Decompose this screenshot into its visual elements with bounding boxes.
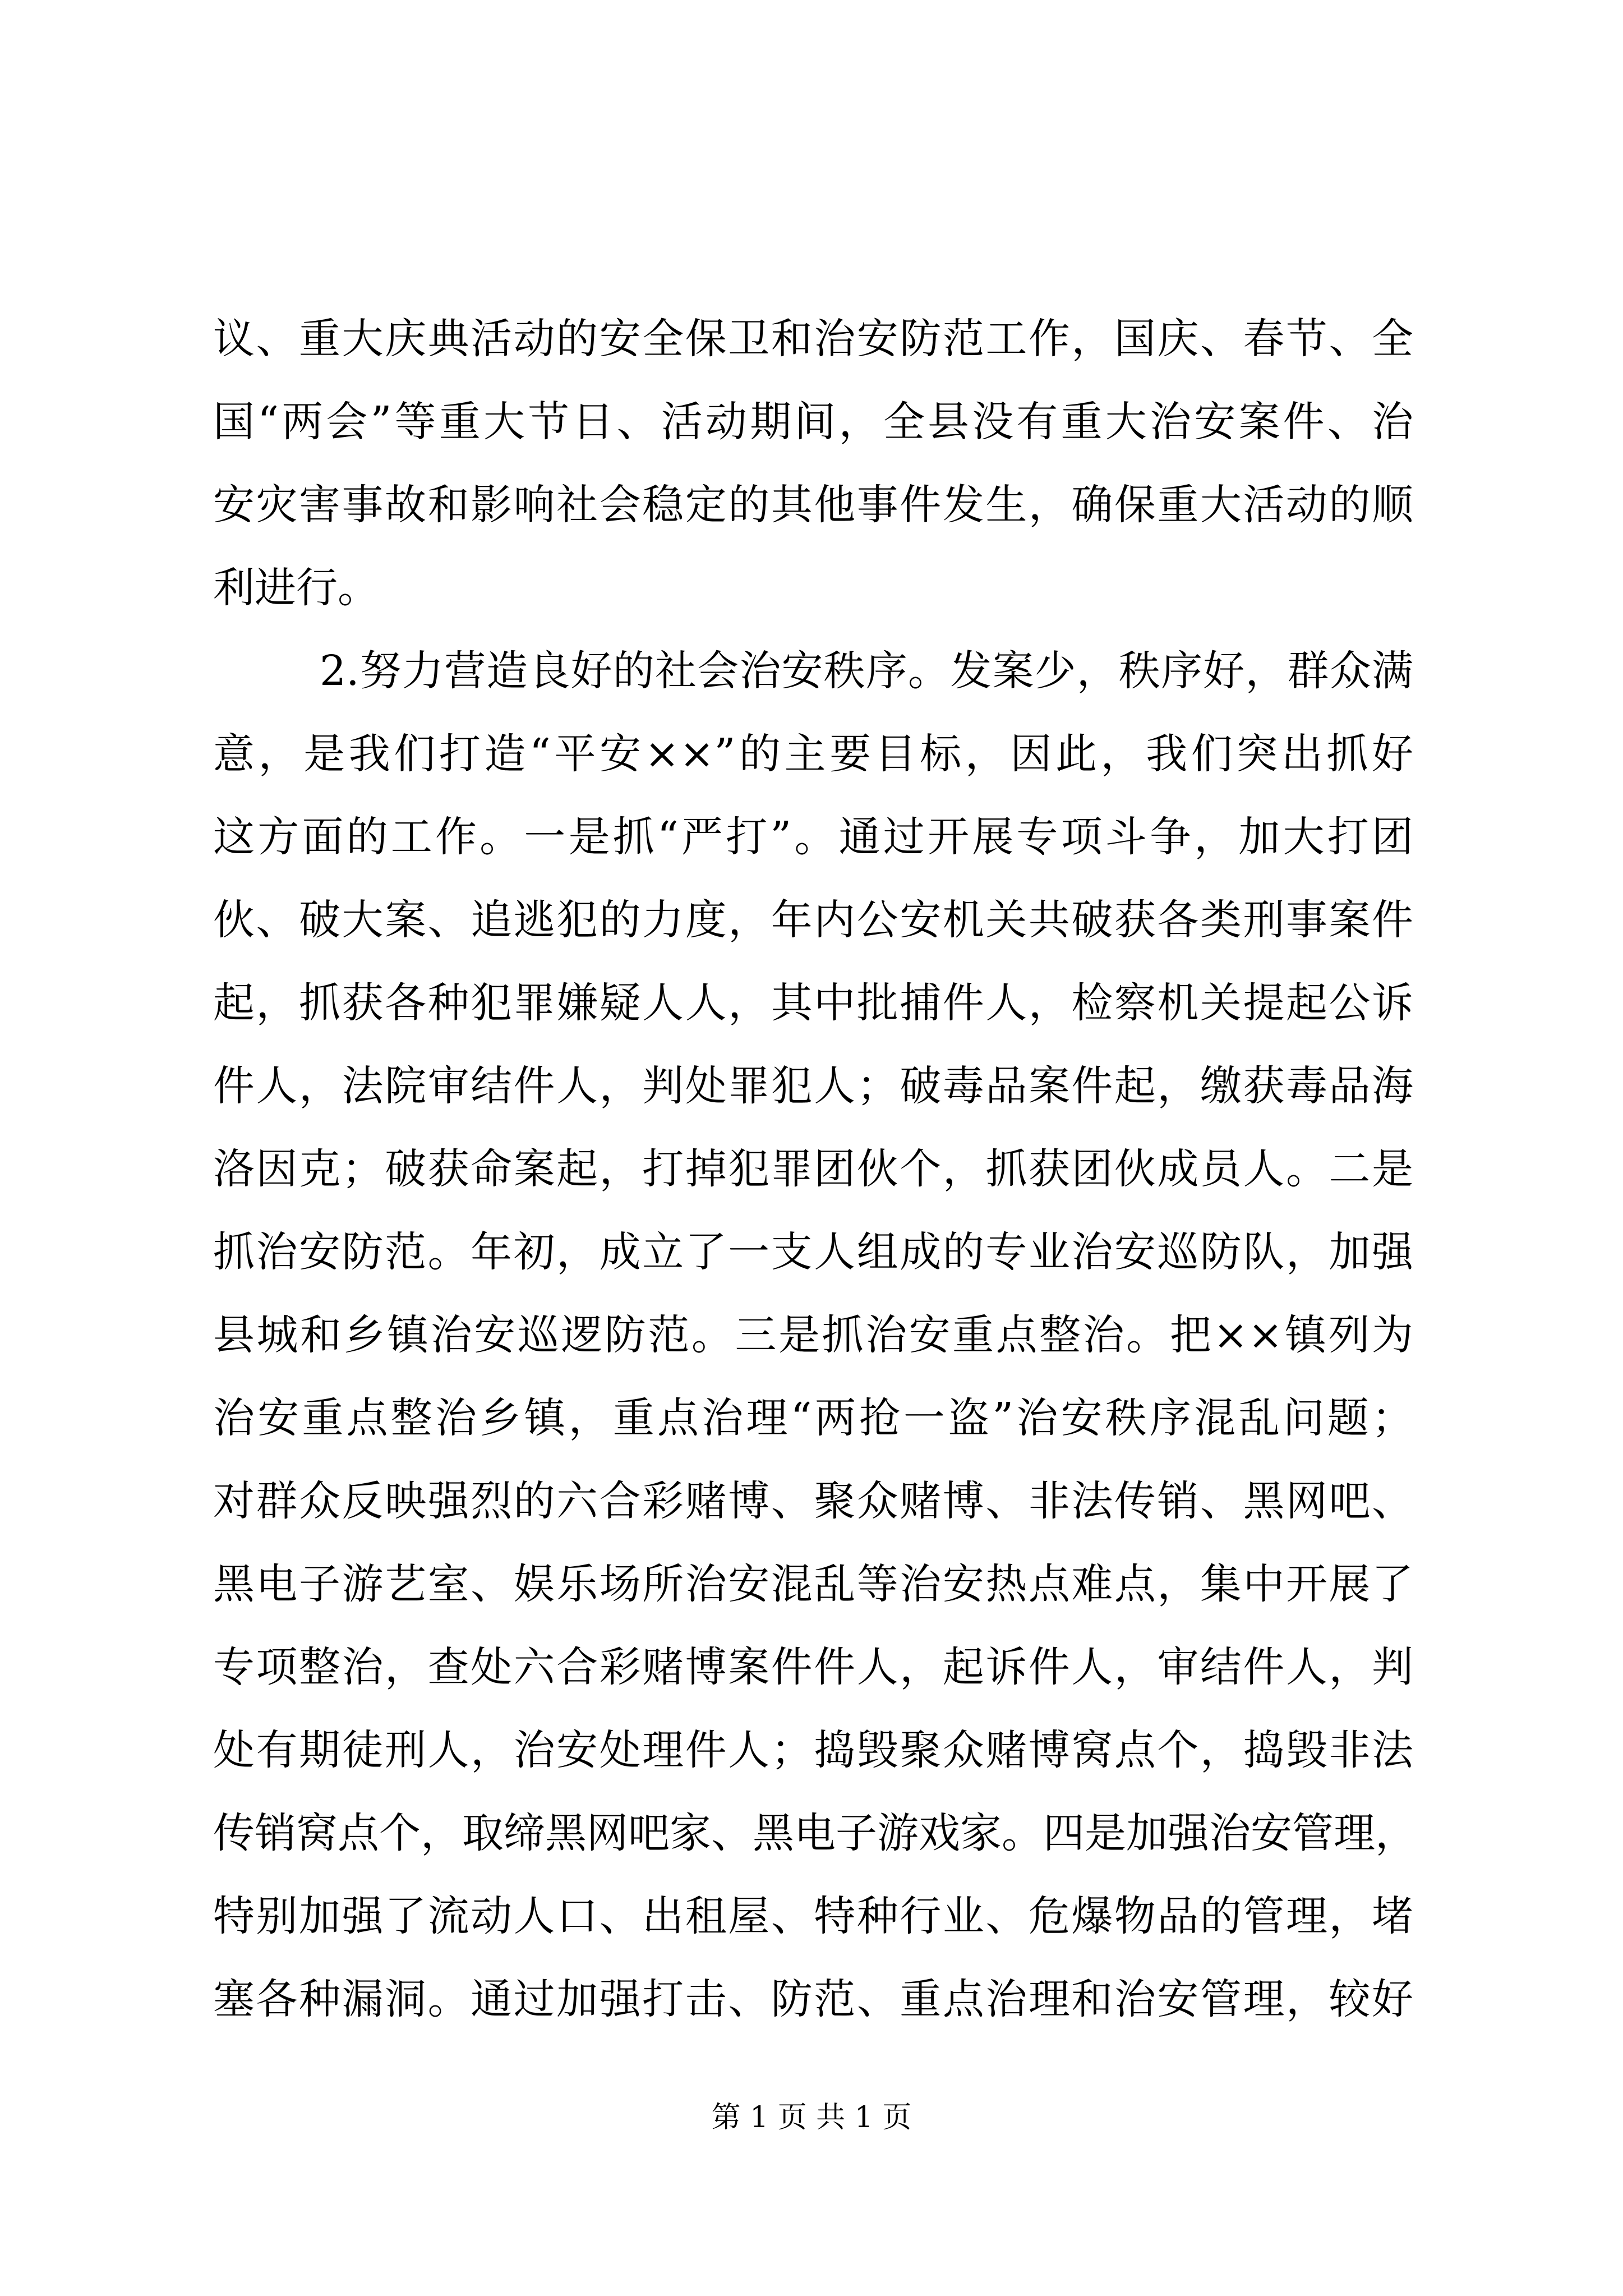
text-line: 抓治安防范。年初，成立了一支人组成的专业治安巡防队，加强 [213, 1228, 1413, 1276]
text-line: 塞各种漏洞。通过加强打击、防范、重点治理和治安管理，较好 [213, 1975, 1413, 2023]
text-line: 安灾害事故和影响社会稳定的其他事件发生，确保重大活动的顺 [213, 481, 1413, 529]
text-line: 件人，法院审结件人，判处罪犯人；破毒品案件起，缴获毒品海 [213, 1062, 1413, 1110]
text-line: 县城和乡镇治安巡逻防范。三是抓治安重点整治。把××镇列为 [213, 1311, 1413, 1359]
text-line: 洛因克；破获命案起，打掉犯罪团伙个，抓获团伙成员人。二是 [213, 1145, 1413, 1193]
body-text [213, 297, 1417, 2041]
text-line: 黑电子游艺室、娱乐场所治安混乱等治安热点难点，集中开展了 [213, 1560, 1413, 1608]
text-line: 起，抓获各种犯罪嫌疑人人，其中批捕件人，检察机关提起公诉 [213, 979, 1413, 1027]
text-line: 这方面的工作。一是抓“严打”。通过开展专项斗争，加大打团 [213, 813, 1413, 861]
text-line: 国“两会”等重大节日、活动期间，全县没有重大治安案件、治 [213, 398, 1413, 446]
text-line: 特别加强了流动人口、出租屋、特种行业、危爆物品的管理，堵 [213, 1892, 1413, 1940]
text-line: 对群众反映强烈的六合彩赌博、聚众赌博、非法传销、黑网吧、 [213, 1477, 1413, 1525]
text-line: 专项整治，查处六合彩赌博案件件人，起诉件人，审结件人，判 [213, 1643, 1413, 1691]
page-footer: 第 1 页 共 1 页 [711, 2101, 912, 2134]
text-line: 利进行。 [213, 564, 379, 612]
text-line: 2.努力营造良好的社会治安秩序。发案少，秩序好，群众满 [320, 647, 1413, 695]
text-line: 处有期徒刑人，治安处理件人；捣毁聚众赌博窝点个，捣毁非法 [213, 1726, 1413, 1774]
text-line: 意，是我们打造“平安××”的主要目标，因此，我们突出抓好 [213, 730, 1413, 778]
text-line: 伙、破大案、追逃犯的力度，年内公安机关共破获各类刑事案件 [213, 896, 1413, 944]
text-line: 传销窝点个，取缔黑网吧家、黑电子游戏家。四是加强治安管理， [213, 1809, 1417, 1857]
text-line: 议、重大庆典活动的安全保卫和治安防范工作，国庆、春节、全 [213, 315, 1413, 363]
text-line: 治安重点整治乡镇，重点治理“两抢一盗”治安秩序混乱问题； [213, 1394, 1413, 1442]
